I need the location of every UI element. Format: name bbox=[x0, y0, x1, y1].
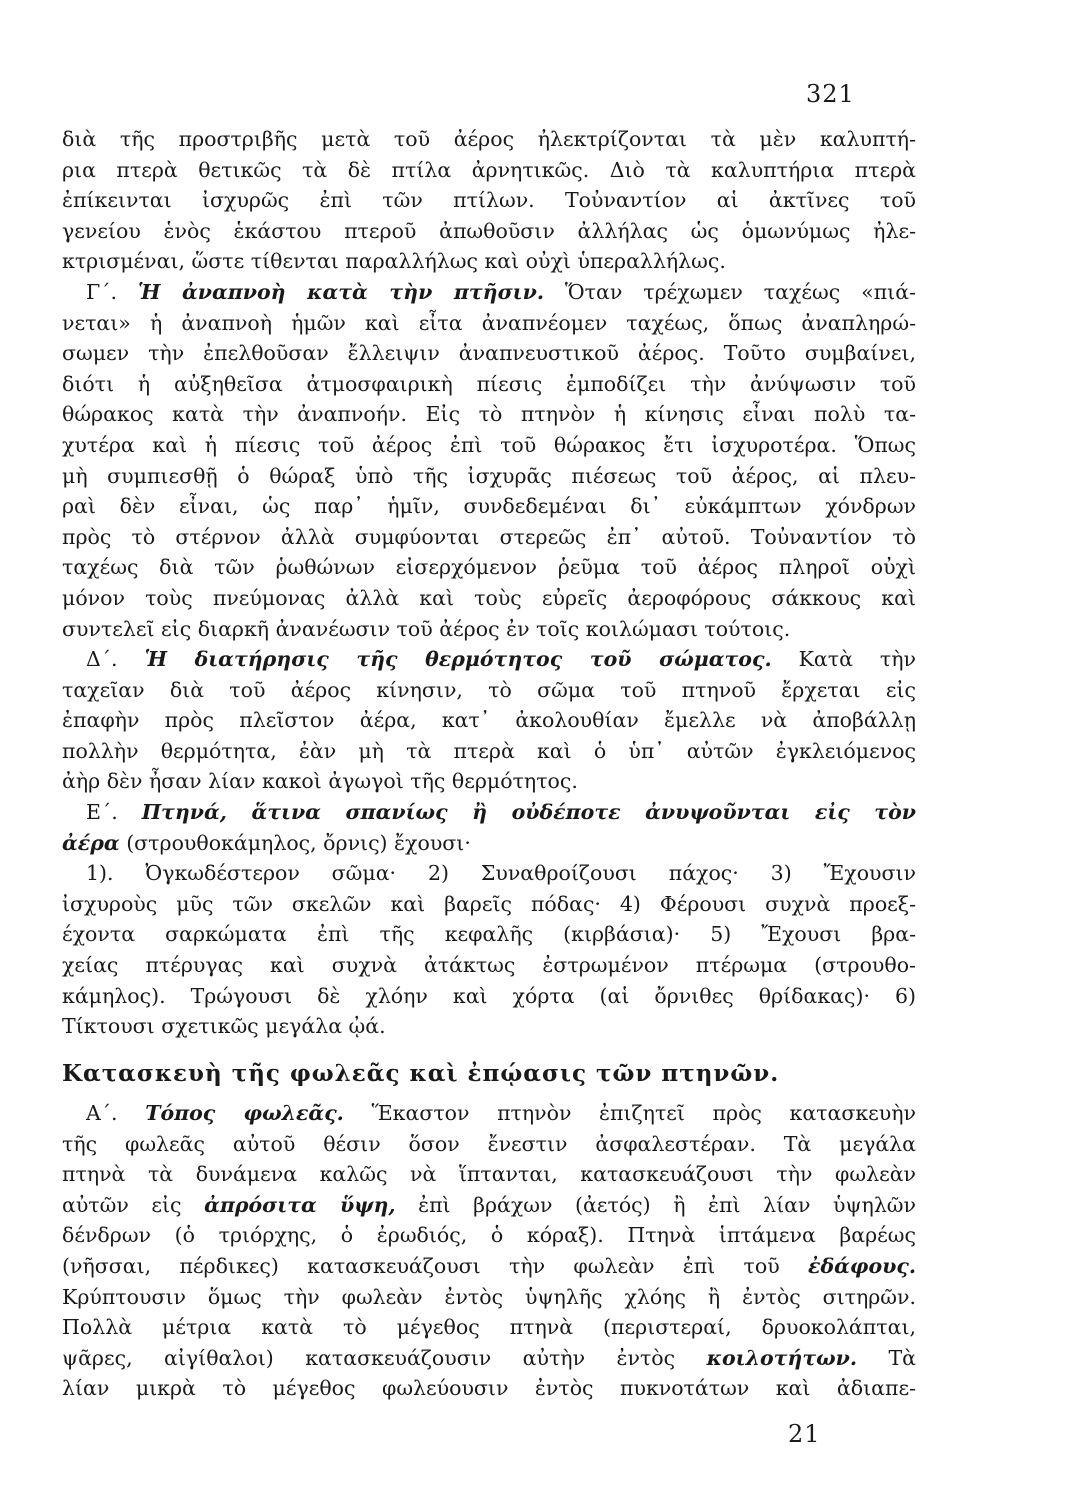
text-line bbox=[62, 1190, 916, 1221]
paragraph-heading: Ἡ διατήρησις τῆς θερμότητος τοῦ σώματος. bbox=[144, 647, 772, 672]
emphasis: ἀπρόσιτα ὕψη, bbox=[204, 1192, 396, 1217]
text-line: συντελεῖ εἰς διαρκῆ ἀνανέωσιν τοῦ ἀέρος ἐν τοῖς κοιλώμασι τούτοις. bbox=[62, 616, 791, 641]
text-line: θώρακος κατὰ τὴν ἀναπνοήν. Εἰς τὸ πτηνὸν ἡ κίνησις εἶναι πολὺ τα- bbox=[62, 402, 916, 427]
paragraph-g-first-line bbox=[62, 277, 916, 308]
paragraph-heading-cont: ἀέρα bbox=[62, 830, 120, 855]
text-line: ταχέως διὰ τῶν ῥωθώνων εἰσερχόμενον ῥεῦμα τοῦ ἀέρος πληροῖ οὐχὶ bbox=[62, 555, 916, 580]
paragraph-heading: Ἡ ἀναπνοὴ κατὰ τὴν πτῆσιν. bbox=[137, 279, 544, 304]
text-line: έχοντα σαρκώματα ἐπὶ τῆς κεφαλῆς (κιρβάσια)· 5) Ἔχουσι βρα- bbox=[62, 922, 916, 947]
paragraph-heading: Τόπος φωλεᾶς. bbox=[145, 1101, 344, 1125]
text-line: δένδρων (ὁ τριόρχης, ὁ ἐρωδιός, ὁ κόραξ). Πτηνὰ ἱπτάμενα βαρέως bbox=[62, 1223, 916, 1248]
text-line: ταχεῖαν διὰ τοῦ ἀέρος κίνησιν, τὸ σῶμα τοῦ πτηνοῦ ἔρχεται εἰς bbox=[62, 677, 916, 702]
paragraph-label: Γ΄. bbox=[86, 279, 117, 304]
paragraph-e-second-line bbox=[62, 828, 916, 859]
text-line: πτηνὰ τὰ δυνάμενα καλῶς νὰ ἵπτανται, κατασκευάζουσι τὴν φωλεὰν bbox=[62, 1162, 916, 1187]
text-line: κάμηλος). Τρώγουσι δὲ χλόην καὶ χόρτα (αἱ ὄρνιθες θρίδακας)· 6) bbox=[62, 983, 916, 1008]
paragraph-heading: Πτηνά, ἅτινα σπανίως ἢ οὐδέποτε ἀνυψοῦνται εἰς τὸν bbox=[141, 800, 916, 825]
text-line: ἐπαφὴν πρὸς πλεῖστον ἀέρα, κατ᾿ ἀκολουθίαν ἔμελλε νὰ ἀποβάλλῃ bbox=[62, 708, 916, 733]
text-line bbox=[62, 1251, 916, 1282]
text-fragment: αὐτῶν εἰς bbox=[62, 1192, 182, 1217]
text-line: γενείου ἑνὸς ἑκάστου πτεροῦ ἀπωθοῦσιν ἀλλήλας ὡς ὁμωνύμως ἠλε- bbox=[62, 218, 916, 243]
paragraph-text: Ὅταν τρέχωμεν ταχέως «πιά- bbox=[564, 279, 916, 304]
text-line: πρὸς τὸ στέρνον ἀλλὰ συμφύονται στερεῶς ἐπ᾿ αὐτοῦ. Τοὐναντίον τὸ bbox=[62, 524, 916, 549]
text-line: νεται» ἡ ἀναπνοὴ ἡμῶν καὶ εἶτα ἀναπνέομεν ταχέως, ὅπως ἀναπληρώ- bbox=[62, 310, 916, 335]
page-number: 321 bbox=[806, 80, 855, 108]
text-line: χυτέρα καὶ ἡ πίεσις τοῦ ἀέρος ἐπὶ τοῦ θώρακος ἔτι ἰσχυροτέρα. Ὅπως bbox=[62, 432, 916, 457]
text-line: διότι ἡ αὐξηθεῖσα ἀτμοσφαιρικὴ πίεσις ἐμποδίζει τὴν ἀνύψωσιν τοῦ bbox=[62, 371, 916, 396]
paragraph-label: Ε΄. bbox=[86, 800, 118, 825]
paragraph-text: Ἕκαστον πτηνὸν ἐπιζητεῖ πρὸς κατασκευὴν bbox=[371, 1101, 916, 1125]
text-fragment: ψᾶρες, αἰγίθαλοι) κατασκευάζουσιν αὐτὴν ἐντὸς bbox=[62, 1345, 676, 1370]
paragraph-text: (στρουθοκάμηλος, ὄρνις) ἔχουσι· bbox=[126, 830, 471, 855]
text-line: Τίκτουσι σχετικῶς μεγάλα ᾠά. bbox=[62, 1014, 386, 1039]
text-line: ρια πτερὰ θετικῶς τὰ δὲ πτίλα ἀρνητικῶς. Διὸ τὰ καλυπτήρια πτερὰ bbox=[62, 157, 916, 182]
text-line: χείας πτέρυγας καὶ συχνὰ ἀτάκτως ἐστρωμένον πτέρωμα (στρουθο- bbox=[62, 953, 916, 978]
paragraph-label: Δ΄. bbox=[86, 647, 118, 672]
text-line: Πολλὰ μέτρια κατὰ τὸ μέγεθος πτηνὰ (περιστεραί, δρυοκολάπται, bbox=[62, 1315, 916, 1340]
paragraph-text: Κατὰ τὴν bbox=[798, 647, 916, 672]
text-line: Κρύπτουσιν ὅμως τὴν φωλεὰν ἐντὸς ὑψηλῆς χλόης ἢ ἐντὸς σιτηρῶν. bbox=[62, 1284, 916, 1309]
emphasis: ἐδάφους. bbox=[808, 1253, 916, 1278]
text-line: ἰσχυροὺς μῦς τῶν σκελῶν καὶ βαρεῖς πόδας· 4) Φέρουσι συχνὰ προεξ- bbox=[62, 891, 916, 916]
text-line: κτρισμέναι, ὥστε τίθενται παραλλήλως καὶ οὐχὶ ὑπεραλλήλως. bbox=[62, 249, 726, 274]
paragraph-d-first-line bbox=[62, 644, 916, 675]
emphasis: κοιλοτήτων. bbox=[706, 1345, 857, 1370]
body-text-lower bbox=[62, 1098, 916, 1404]
page-signature: 21 bbox=[788, 1420, 821, 1448]
text-line: μὴ συμπιεσθῇ ὁ θώραξ ὑπὸ τῆς ἰσχυρᾶς πιέσεως τοῦ ἀέρος, αἱ πλευ- bbox=[62, 463, 916, 488]
text-fragment: ἐπὶ βράχων (ἀετός) ἢ ἐπὶ λίαν ὑψηλῶν bbox=[418, 1192, 916, 1217]
body-text-upper bbox=[62, 124, 916, 1042]
text-line bbox=[62, 1343, 916, 1374]
text-line: λίαν μικρὰ τὸ μέγεθος φωλεύουσιν ἐντὸς πυκνοτάτων καὶ ἀδιαπε- bbox=[62, 1376, 916, 1401]
text-line: μόνον τοὺς πνεύμονας ἀλλὰ καὶ τοὺς εὐρεῖς ἀεροφόρους σάκκους καὶ bbox=[62, 585, 916, 610]
text-line: σωμεν τὴν ἐπελθοῦσαν ἔλλειψιν ἀναπνευστικοῦ ἀέρος. Τοῦτο συμβαίνει, bbox=[62, 341, 916, 366]
text-line: 1). Ὀγκωδέστερον σῶμα· 2) Συναθροίζουσι πάχος· 3) Ἔχουσιν bbox=[86, 861, 916, 886]
text-line: ραὶ δὲν εἶναι, ὡς παρ᾿ ἡμῖν, συνδεδεμέναι δι᾿ εὐκάμπτων χόνδρων bbox=[62, 494, 916, 519]
text-fragment: (νῆσσαι, πέρδικες) κατασκευάζουσι τὴν φωλεὰν ἐπὶ τοῦ bbox=[62, 1253, 780, 1278]
text-line: πολλὴν θερμότητα, ἐὰν μὴ τὰ πτερὰ καὶ ὁ ὑπ᾿ αὐτῶν ἐγκλειόμενος bbox=[62, 738, 916, 763]
text-line: ἀὴρ δὲν ἦσαν λίαν κακοὶ ἀγωγοὶ τῆς θερμότητος. bbox=[62, 769, 578, 794]
paragraph-label: Α΄. bbox=[86, 1101, 118, 1125]
text-line: διὰ τῆς προστριβῆς μετὰ τοῦ ἀέρος ἠλεκτρίζονται τὰ μὲν καλυπτή- bbox=[62, 127, 916, 151]
paragraph-e-first-line bbox=[62, 797, 916, 828]
paragraph-a-first-line bbox=[62, 1098, 916, 1129]
section-title: Κατασκευὴ τῆς φωλεᾶς καὶ ἐπῴασις τῶν πτηνῶν. bbox=[62, 1060, 780, 1087]
text-line: ἐπίκεινται ἰσχυρῶς ἐπὶ τῶν πτίλων. Τοὐναντίον αἱ ἀκτῖνες τοῦ bbox=[62, 188, 916, 213]
text-fragment: Τὰ bbox=[888, 1345, 916, 1370]
text-line: τῆς φωλεᾶς αὐτοῦ θέσιν ὅσον ἔνεστιν ἀσφαλεστέραν. Τὰ μεγάλα bbox=[62, 1131, 916, 1156]
